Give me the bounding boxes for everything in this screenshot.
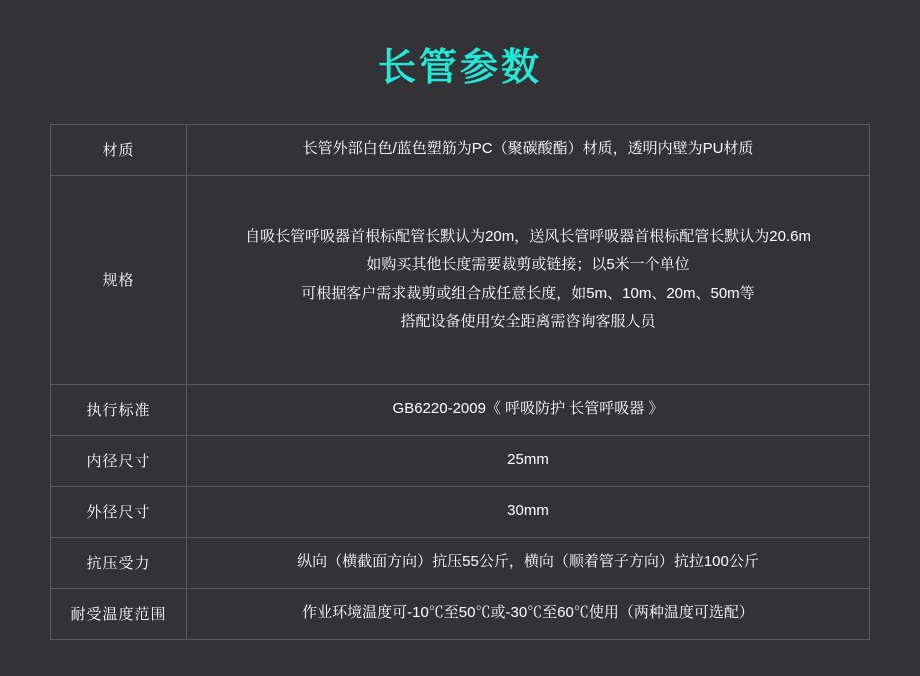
row-label-material: 材质 (51, 125, 187, 175)
table-row (51, 487, 869, 538)
row-value-specification (187, 176, 869, 384)
row-label-standard: 执行标准 (51, 385, 187, 435)
value-line: 作业环境温度可-10℃至50℃或-30℃至60℃使用（两种温度可选配） (302, 604, 754, 622)
page-title: 长管参数 (377, 47, 542, 89)
value-line: 搭配设备使用安全距离需咨询客服人员 (400, 313, 656, 331)
value-line: 30mm (507, 502, 549, 520)
row-value-inner-diameter (187, 436, 869, 486)
value-line: 如购买其他长度需要裁剪或链接；以5米一个单位 (366, 256, 690, 274)
row-label-outer-diameter: 外径尺寸 (51, 487, 187, 537)
value-line: 可根据客户需求裁剪或组合成任意长度，如5m、10m、20m、50m等 (301, 284, 755, 302)
spec-table (50, 124, 870, 640)
table-row (51, 436, 869, 487)
row-label-inner-diameter: 内径尺寸 (51, 436, 187, 486)
value-line: 自吸长管呼吸器首根标配管长默认为20m，送风长管呼吸器首根标配管长默认为20.6m (245, 227, 811, 245)
value-line: 25mm (507, 451, 549, 469)
row-value-standard (187, 385, 869, 435)
row-label-specification: 规格 (51, 176, 187, 384)
table-row (51, 125, 869, 176)
table-row (51, 385, 869, 436)
row-value-material (187, 125, 869, 175)
row-value-pressure-resistance (187, 538, 869, 588)
value-line: 长管外部白色/蓝色塑筋为PC（聚碳酸酯）材质，透明内壁为PU材质 (302, 140, 754, 158)
row-value-outer-diameter (187, 487, 869, 537)
table-row (51, 176, 869, 385)
value-line: GB6220-2009《 呼吸防护 长管呼吸器 》 (392, 400, 664, 418)
row-label-pressure-resistance: 抗压受力 (51, 538, 187, 588)
table-row (51, 538, 869, 589)
row-value-temperature-range (187, 589, 869, 639)
table-row (51, 589, 869, 640)
value-line: 纵向（横截面方向）抗压55公斤，横向（顺着管子方向）抗拉100公斤 (297, 553, 759, 571)
row-label-temperature-range: 耐受温度范围 (51, 589, 187, 639)
